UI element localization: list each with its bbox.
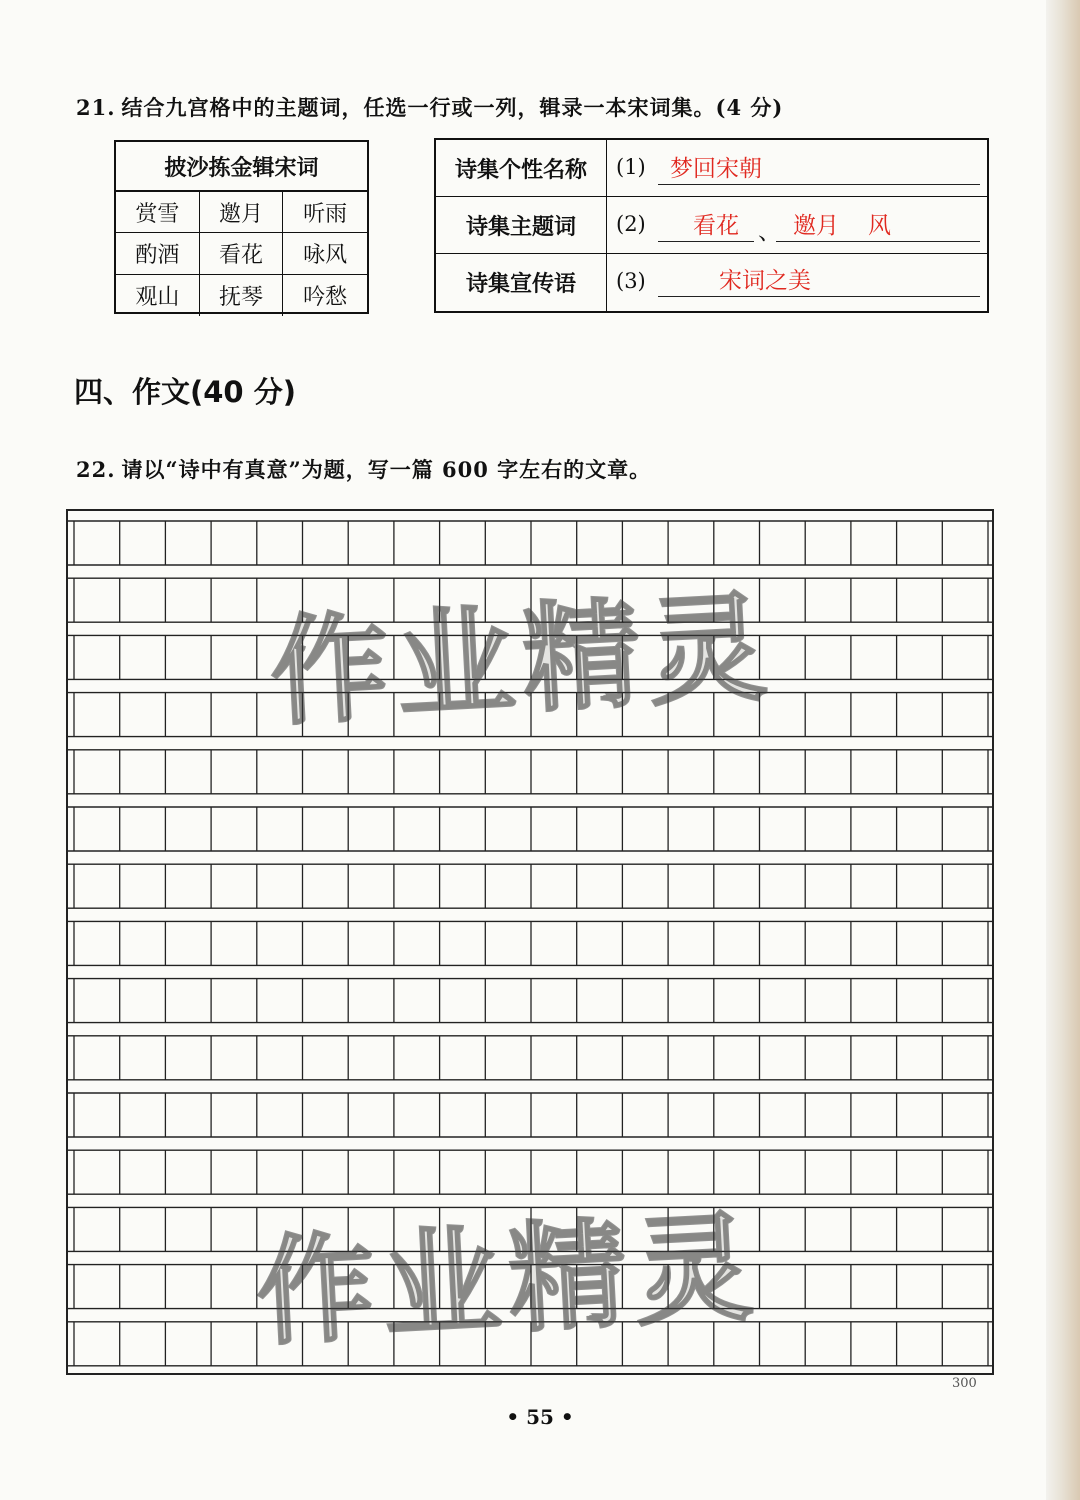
answer-line[interactable] xyxy=(658,184,980,185)
question-text: 请以“诗中有真意”为题，写一篇 600 字左右的文章。 xyxy=(121,457,652,482)
info-label: 诗集宣传语 xyxy=(436,254,607,311)
info-label: 诗集主题词 xyxy=(436,197,607,253)
grid-cell: 邀月 xyxy=(200,192,284,233)
separator: 、 xyxy=(758,219,781,245)
question-number: 22. xyxy=(76,457,116,482)
nine-grid-table xyxy=(114,140,369,314)
answer-line[interactable] xyxy=(658,241,754,242)
grid-cell: 酌酒 xyxy=(116,233,200,274)
question-number: 21. xyxy=(76,95,116,120)
question-22 xyxy=(76,454,651,484)
handwritten-answer-theme-2: 邀月 xyxy=(793,213,839,239)
item-number: (2) xyxy=(616,212,646,236)
character-count-marker: 300 xyxy=(952,1376,977,1391)
page-edge-shadow xyxy=(1046,0,1080,1500)
watermark: 作业精灵 xyxy=(253,1197,764,1363)
grid-cell: 观山 xyxy=(116,275,200,316)
anthology-info-table xyxy=(434,138,989,313)
grid-cell: 吟愁 xyxy=(303,284,348,310)
handwritten-answer-name: 梦回宋朝 xyxy=(670,156,762,182)
section-title: 四、作文(40 分) xyxy=(74,375,296,409)
question-text: 结合九宫格中的主题词，任选一行或一列，辑录一本宋词集。(4 分) xyxy=(121,95,784,120)
handwritten-answer-slogan: 宋词之美 xyxy=(719,268,811,294)
info-row-slogan xyxy=(436,254,987,311)
answer-line[interactable] xyxy=(658,296,980,297)
grid-cell: 听雨 xyxy=(283,192,367,233)
question-21 xyxy=(76,92,783,122)
info-row-theme xyxy=(436,197,987,254)
page-number: • 55 • xyxy=(506,1405,574,1429)
item-number: (3) xyxy=(616,269,646,293)
answer-line[interactable] xyxy=(776,241,868,242)
answer-line[interactable] xyxy=(866,241,980,242)
grid-cell: 咏风 xyxy=(283,233,367,274)
grid-cell: 抚琴 xyxy=(200,275,284,316)
watermark: 作业精灵 xyxy=(267,577,778,743)
info-label: 诗集个性名称 xyxy=(436,140,607,196)
handwritten-answer-theme-3: 风 xyxy=(868,213,891,239)
info-row-name xyxy=(436,140,987,197)
nine-grid-title: 披沙拣金辑宋词 xyxy=(116,142,367,192)
handwritten-answer-theme-1: 看花 xyxy=(693,213,739,239)
item-number: (1) xyxy=(616,155,646,179)
grid-cell: 赏雪 xyxy=(116,192,200,233)
grid-cell: 看花 xyxy=(200,233,284,274)
